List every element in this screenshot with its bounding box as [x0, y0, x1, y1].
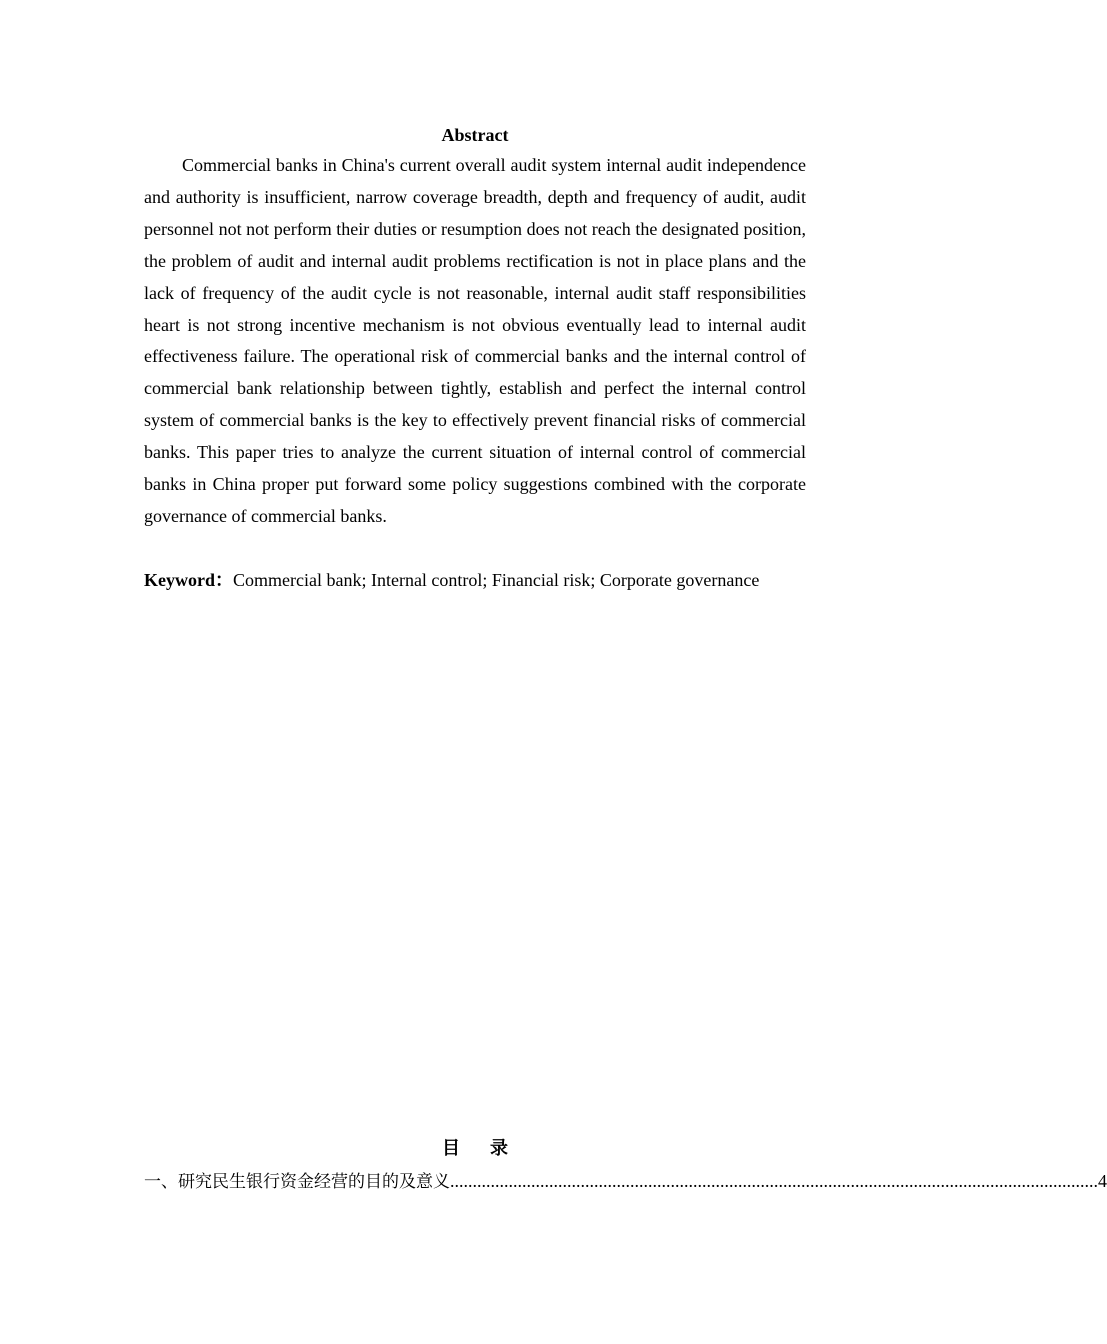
toc-entry-page: 4 [1098, 1171, 1107, 1191]
keyword-line [144, 565, 824, 597]
abstract-title: Abstract [441, 125, 509, 145]
toc-entry[interactable] [144, 1168, 1107, 1195]
toc-entry-text: 一、研究民生银行资金经营的目的及意义 [144, 1172, 450, 1192]
abstract-body: Commercial banks in China's current overall audit system internal audit independence and authority is insufficient, narrow coverage breadth, depth and frequency of audit, audit personnel not not perform their duties or resumption does not reach the designated position, the problem of audit and internal audit problems rectification is not in place plans and the lack of frequency of the audit cycle is not reasonable, internal audit staff responsibilities heart is not strong incentive mechanism is not obvious eventually lead to internal audit effectiveness failure. The operational risk of commercial banks and the internal control of commercial bank relationship between tightly, establish and perfect the internal control system of commercial banks is the key to effectively prevent financial risks of commercial banks. This paper tries to analyze the current situation of internal control of commercial banks in China proper put forward some policy suggestions combined with the corporate governance of commercial banks. [144, 155, 806, 526]
toc-dot-leader: ................................................................................................................................................ [450, 1171, 1098, 1191]
toc-title-right: 录 [490, 1138, 508, 1159]
toc-title [144, 1138, 806, 1160]
keyword-label: Keyword： [144, 570, 233, 590]
toc-title-left: 目 [442, 1138, 460, 1159]
keyword-values: Commercial bank; Internal control; Financial risk; Corporate governance [233, 570, 760, 590]
